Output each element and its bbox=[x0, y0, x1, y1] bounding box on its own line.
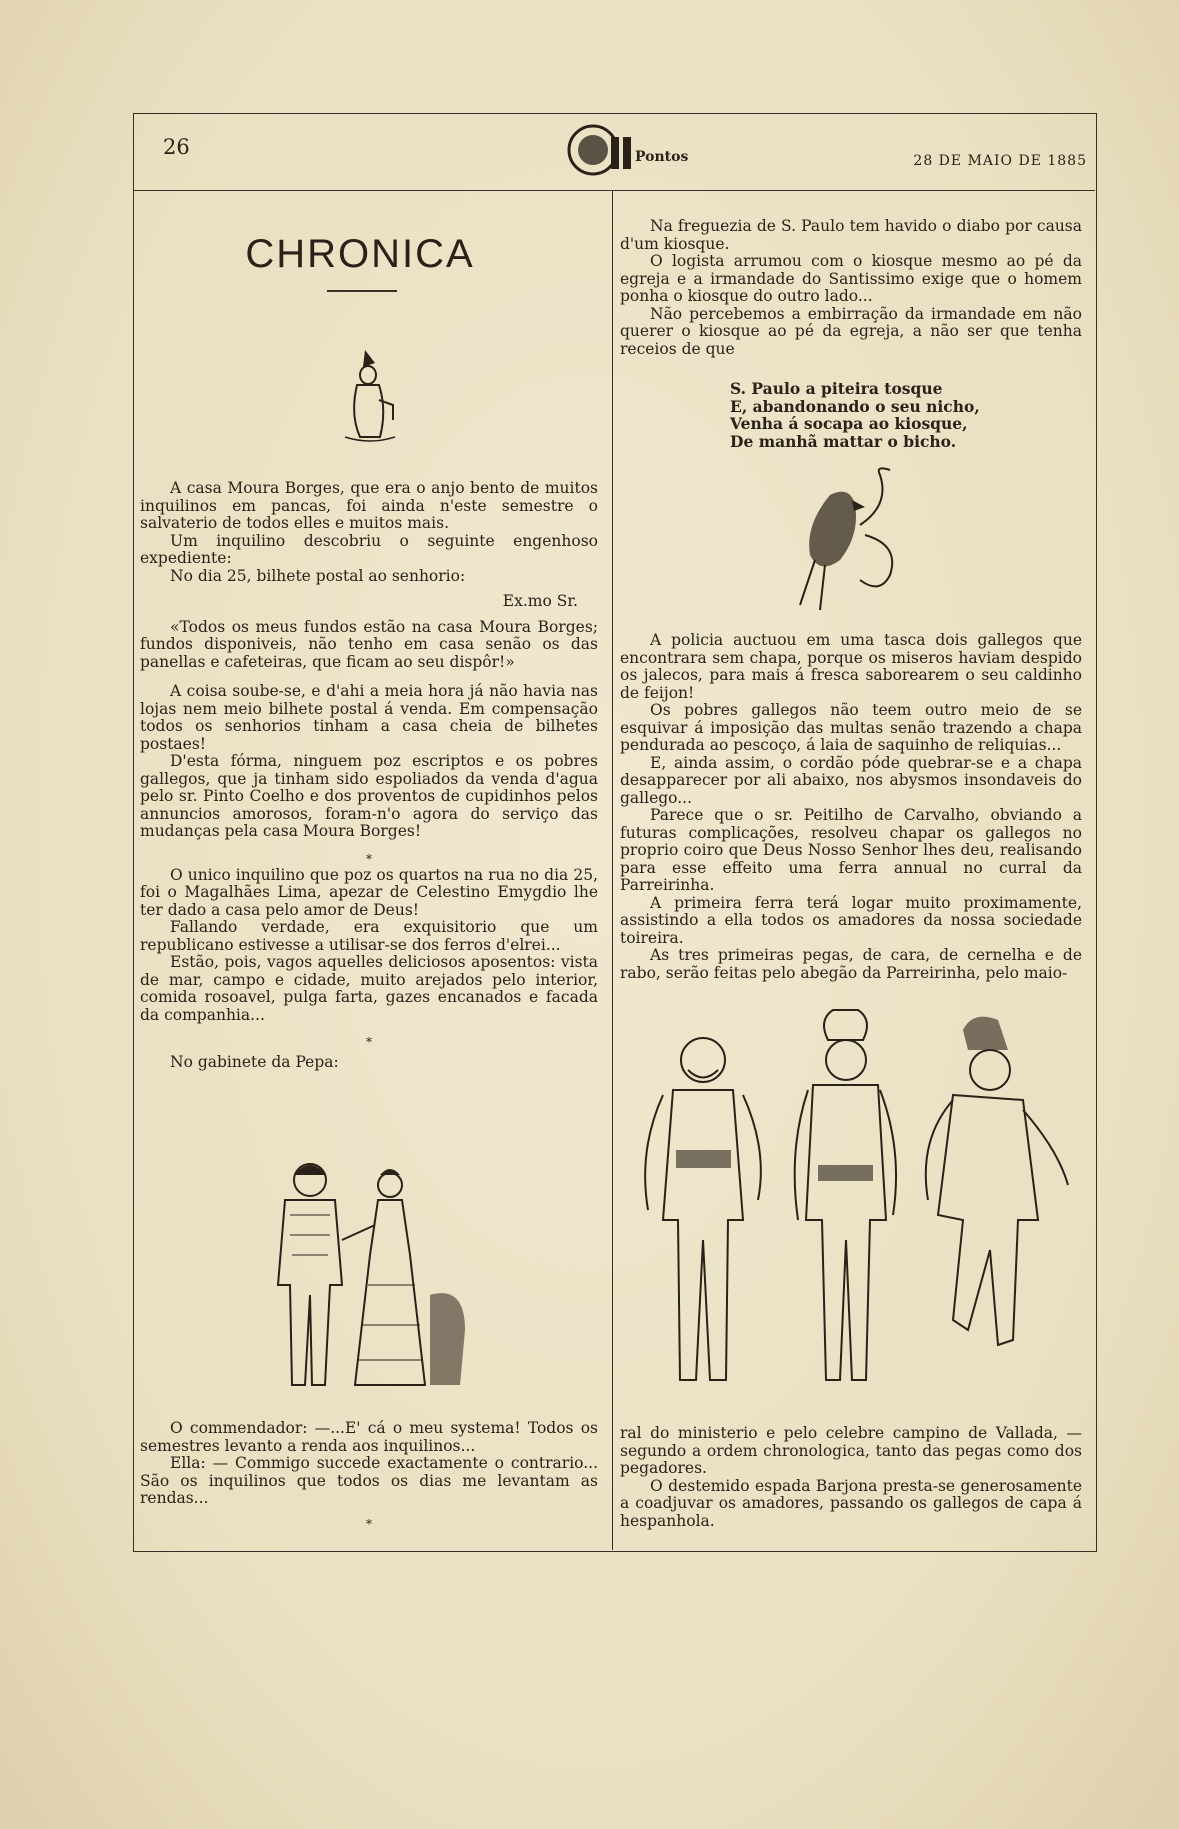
section-separator: * bbox=[366, 851, 372, 866]
paragraph: A casa Moura Borges, que era o anjo bento de muitos inquilinos em pancas, foi ainda n'este semestre o salvaterio de todos elles e muitos mais. bbox=[140, 479, 598, 532]
salutation: Ex.mo Sr. bbox=[502, 592, 578, 610]
paragraph: Parece que o sr. Peitilho de Carvalho, obviando a futuras complicações, resolveu chapar os gallegos no proprio coiro que Deus Nosso Senhor lhes deu, realisando para esse effeito uma ferra annual no curral da Parreirinha. bbox=[620, 806, 1082, 894]
paragraph: A coisa soube-se, e d'ahi a meia hora já não havia nas lojas nem meio bilhete postal á venda. Em compensação todos os senhorios tinham a casa cheia de bilhetes postaes! bbox=[140, 682, 598, 753]
column-divider bbox=[612, 190, 613, 1550]
parrot-illustration bbox=[780, 465, 910, 615]
right-column-gallegos bbox=[620, 632, 1082, 982]
page-number: 26 bbox=[163, 135, 190, 159]
paragraph: No gabinete da Pepa: bbox=[170, 1053, 339, 1071]
paragraph: E, ainda assim, o cordão póde quebrar-se e a chapa desapparecer por ali abaixo, nos abysmos insondaveis do gallego... bbox=[620, 753, 1082, 807]
paragraph: Um inquilino descobriu o seguinte engenhoso expediente: bbox=[140, 531, 598, 567]
paragraph: No dia 25, bilhete postal ao senhorio: bbox=[170, 566, 466, 585]
issue-date: 28 DE MAIO DE 1885 bbox=[913, 153, 1087, 169]
right-column-closing bbox=[620, 1425, 1082, 1530]
paragraph: ral do ministerio e pelo celebre campino de Vallada, — segundo a ordem chronologica, tanto das pegas como dos pegadores. bbox=[620, 1424, 1082, 1477]
dialogue-ella: Ella: — Commigo succede exactamente o contrario... São os inquilinos que todos os dias me levantam as rendas... bbox=[140, 1454, 598, 1507]
paragraph: Na freguezia de S. Paulo tem havido o diabo por causa d'um kiosque. bbox=[620, 217, 1082, 253]
commendador-and-lady-illustration bbox=[250, 1145, 480, 1395]
title-rule bbox=[327, 290, 397, 292]
verse-line: S. Paulo a piteira tosque bbox=[730, 379, 943, 398]
paragraph: O logista arrumou com o kiosque mesmo ao pé da egreja e a irmandade do Santissimo exige que o homem ponha o kiosque do outro lado... bbox=[620, 252, 1082, 305]
paragraph: As tres primeiras pegas, de cara, de cernelha e de rabo, serão feitas pelo abegão da Parreirinha, pelo maio- bbox=[620, 946, 1082, 982]
paragraph: D'esta fórma, ninguem poz escriptos e os pobres gallegos, que ja tinham sido espoliados da venda d'agua pelo sr. Pinto Coelho e dos proventos de cupidinhos pelos annuncios amorosos, foram-n'o agora do serviço das mudanças pela casa Moura Borges! bbox=[140, 752, 598, 840]
masthead-logo-icon bbox=[563, 115, 713, 185]
paragraph: A primeira ferra terá logar muito proximamente, assistindo a ella todos os amadores da nossa sociedade toireira. bbox=[620, 893, 1082, 947]
verse bbox=[620, 380, 1082, 450]
svg-text:Pontos: Pontos bbox=[635, 149, 689, 165]
chronicler-figure-illustration bbox=[335, 345, 405, 445]
paragraph: A policia auctuou em uma tasca dois gallegos que encontrara sem chapa, porque os miseros haviam despido os jalecos, para mais á fresca saborearem o seu caldinho de feijon! bbox=[620, 631, 1082, 702]
left-column-dialogue bbox=[140, 1420, 598, 1532]
paragraph: O unico inquilino que poz os quartos na rua no dia 25, foi o Magalhães Lima, apezar de Celestino Emygdio lhe ter dado a casa pelo amor de Deus! bbox=[140, 865, 598, 919]
verse-line: E, abandonando o seu nicho, bbox=[730, 396, 980, 416]
paragraph: Estão, pois, vagos aquelles deliciosos aposentos: vista de mar, campo e cidade, muito arejados pelo interior, comida rosoavel, pulga farta, gazes encanados e facada da companhia... bbox=[140, 953, 598, 1024]
dialogue-commendador: O commendador: —...E' cá o meu systema! Todos os semestres levanto a renda aos inquilinos... bbox=[140, 1419, 598, 1455]
right-column-text bbox=[620, 218, 1082, 450]
verse-line: Venha á socapa ao kiosque, bbox=[730, 414, 968, 433]
paragraph: Não percebemos a embirração da irmandade em não querer o kiosque ao pé da egreja, a não ser que tenha receios de que bbox=[620, 304, 1082, 358]
section-separator: * bbox=[366, 1035, 372, 1049]
gallegos-caricature-illustration bbox=[618, 1000, 1088, 1410]
verse-line: De manhã mattar o bicho. bbox=[730, 431, 957, 451]
quoted-postcard: «Todos os meus fundos estão na casa Moura Borges; fundos disponiveis, não tenho em casa senão os das panellas e cafeteiras, que ficam ao seu dispôr!» bbox=[140, 617, 598, 671]
section-separator: * bbox=[366, 1516, 372, 1531]
left-column-text bbox=[140, 480, 598, 1072]
paragraph: O destemido espada Barjona presta-se generosamente a coadjuvar os amadores, passando os gallegos de capa á hespanhola. bbox=[620, 1476, 1082, 1530]
paragraph: Fallando verdade, era exquisitorio que um republicano estivesse a utilisar-se dos ferros d'elrei... bbox=[140, 918, 598, 954]
section-title: CHRONICA bbox=[245, 232, 475, 276]
paragraph: Os pobres gallegos não teem outro meio de se esquivar á imposição das multas senão trazendo a chapa pendurada ao pescoço, á laia de saquinho de reliquias... bbox=[620, 701, 1082, 754]
page-header bbox=[133, 113, 1095, 191]
